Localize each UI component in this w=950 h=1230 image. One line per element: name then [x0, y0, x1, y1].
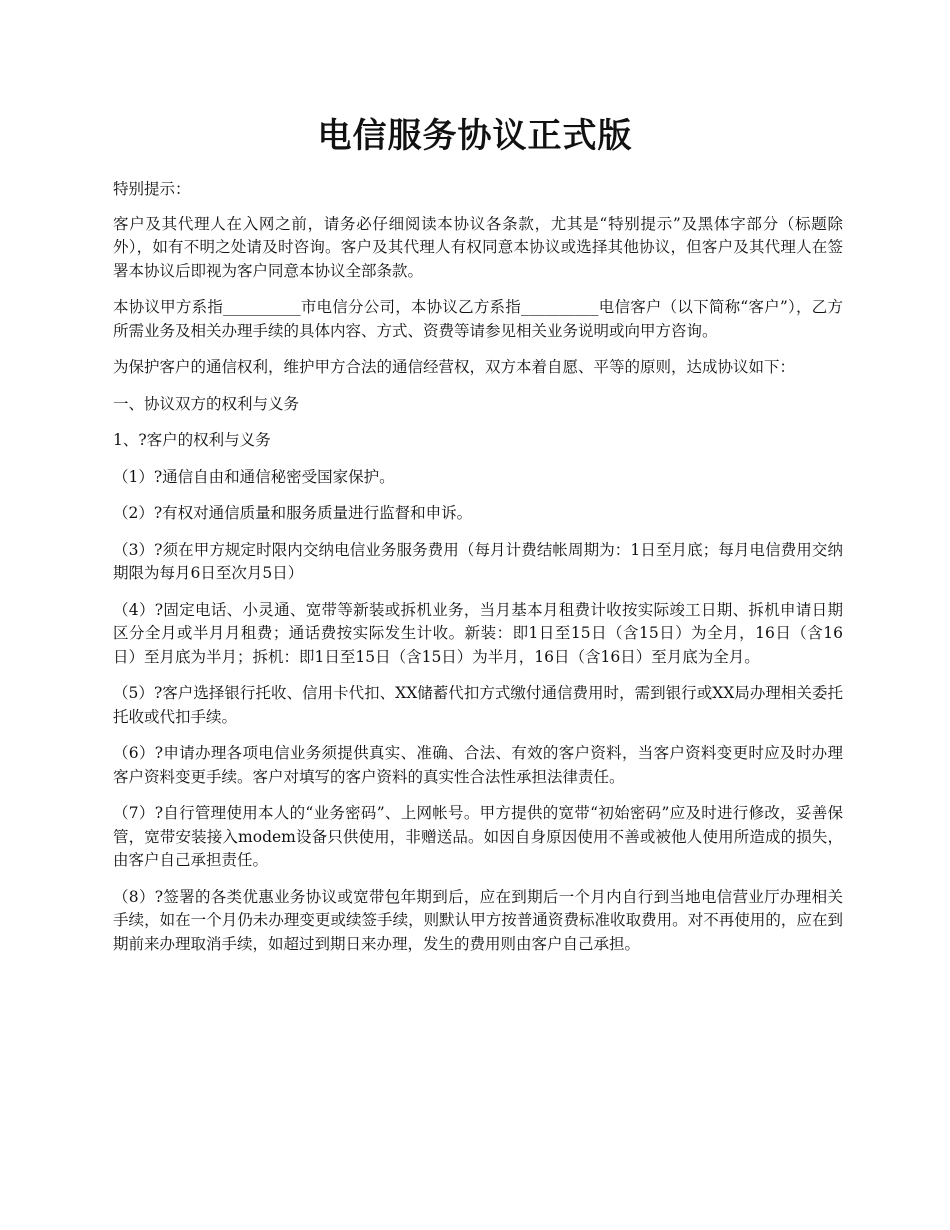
clause-8: （8）?签署的各类优惠业务协议或宽带包年期到后，应在到期后一个月内自行到当地电信营业厅办理相关手续，如在一个月仍未办理变更或续签手续，则默认甲方按普通资费标准收取费用。对不再使用的，应在到期前来办理取消手续，如超过到期日来办理，发生的费用则由客户自己承担。	[113, 887, 843, 953]
paragraph-purpose: 为保护客户的通信权利，维护甲方合法的通信经营权，双方本着自愿、平等的原则，达成协议如下：	[113, 358, 796, 376]
section-heading-rights-obligations: 一、协议双方的权利与义务	[113, 394, 300, 413]
subsection-heading-customer: 1、?客户的权利与义务	[113, 431, 271, 449]
clause-4: （4）?固定电话、小灵通、宽带等新装或拆机业务，当月基本月租费计收按实际竣工日期、拆机申请日期区分全月或半月月租费；通话费按实际发生计收。新装：即1日至15日（含15日）为全月，16日（含16日）至月底为半月；拆机：即1日至15日（含15日）为半月，16日（含16日）至月底为全月。	[113, 600, 843, 666]
clause-3: （3）?须在甲方规定时限内交纳电信业务服务费用（每月计费结帐周期为：1日至月底；每月电信费用交纳期限为每月6日至次月5日）	[113, 540, 843, 582]
clause-7: （7）?自行管理使用本人的“业务密码”、上网帐号。甲方提供的宽带“初始密码”应及时进行修改，妥善保管，宽带安装接入modem设备只供使用，非赠送品。如因自身原因使用不善或被他人使用所造成的损失，由客户自己承担责任。	[113, 804, 843, 869]
clause-2: （2）?有权对通信质量和服务质量进行监督和申诉。	[113, 504, 473, 522]
paragraph-notice-text: 客户及其代理人在入网之前，请务必仔细阅读本协议各条款，尤其是“特别提示”及黑体字部分（标题除外），如有不明之处请及时咨询。客户及其代理人有权同意本协议或选择其他协议，但客户及其代理人在签署本协议后即视为客户同意本协议全部条款。	[113, 214, 843, 280]
document-body	[113, 178, 843, 969]
clause-5: （5）?客户选择银行托收、信用卡代扣、XX储蓄代扣方式缴付通信费用时，需到银行或XX局办理相关委托托收或代扣手续。	[113, 684, 843, 726]
clause-6: （6）?申请办理各项电信业务须提供真实、准确、合法、有效的客户资料，当客户资料变更时应及时办理客户资料变更手续。客户对填写的客户资料的真实性合法性承担法律责任。	[113, 744, 843, 786]
paragraph-parties: 本协议甲方系指__________市电信分公司，本协议乙方系指__________电信客户（以下简称“客户”），乙方所需业务及相关办理手续的具体内容、方式、资费等请参见相关业务说明或向甲方咨询。	[113, 298, 843, 340]
clause-1: （1）?通信自由和通信秘密受国家保护。	[113, 467, 395, 486]
paragraph-special-notice-heading: 特别提示：	[113, 180, 191, 198]
document-title: 电信服务协议正式版	[317, 116, 633, 156]
